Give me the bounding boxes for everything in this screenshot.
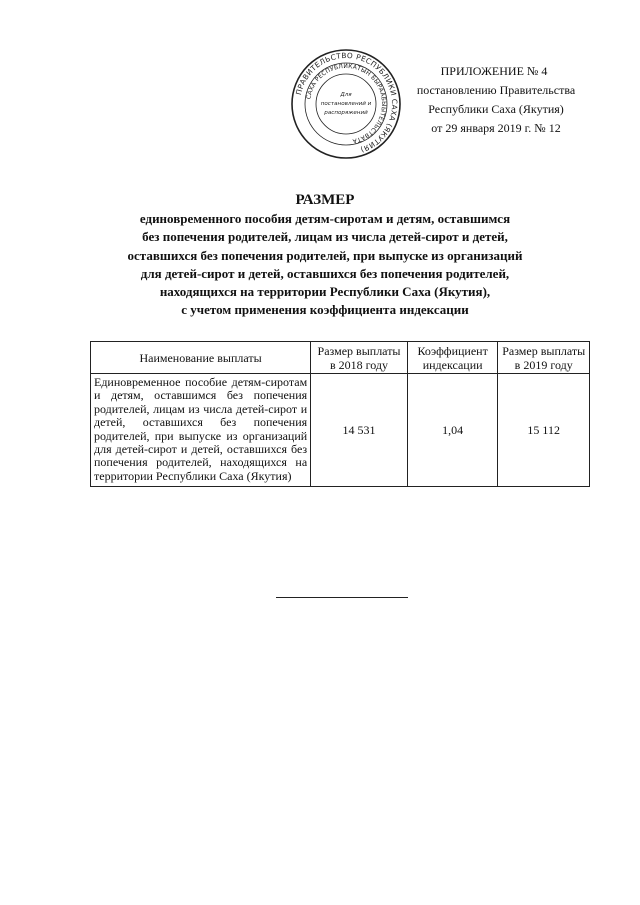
title-main: РАЗМЕР	[295, 192, 355, 208]
payments-table	[90, 341, 590, 487]
svg-text:постановлений и: постановлений и	[320, 101, 372, 107]
header-coefficient-line-1: Коэффициент	[417, 343, 488, 358]
row-coefficient: 1,04	[407, 374, 498, 487]
title-line-5: находящихся на территории Республики Саха (Якутия),	[159, 284, 491, 300]
title-line-6: с учетом применения коэффициента индексации	[181, 302, 469, 318]
table-header-row	[91, 342, 590, 374]
title-line-1: единовременного пособия детям-сиротам и детям, оставшимся	[139, 211, 511, 226]
title-line-4: для детей-сирот и детей, оставшихся без попечения родителей,	[140, 265, 510, 281]
document-title	[80, 190, 570, 320]
closing-divider	[276, 597, 408, 598]
svg-text:САХА РЕСПУБЛИКАТЫН БЫРААБЫЫТЕЛ: САХА РЕСПУБЛИКАТЫН БЫРААБЫЫТЕЛЬСТВАТА	[305, 62, 388, 145]
appendix-line-3: от 29 января 2019 г. № 12	[431, 121, 561, 135]
header-coefficient	[407, 342, 498, 374]
header-amount-2018	[311, 342, 408, 374]
svg-text:Для: Для	[340, 92, 352, 98]
appendix-line-1: постановлению Правительства	[416, 83, 576, 97]
header-coefficient-line-2: индексации	[422, 357, 483, 372]
official-seal	[290, 48, 402, 160]
row-amount-2018: 14 531	[311, 374, 408, 487]
row-payment-name: Единовременное пособие детям-сиротам и детям, оставшимся без попечения родителей, лицам из числа детей-сирот и детей, оставшихся без попечения родителей, при выпуске из организаций для детей-сирот и детей, оставшихся без попечения родителей, находящихся на территории Республики Саха (Якутия)	[91, 374, 311, 487]
svg-text:ПРАВИТЕЛЬСТВО РЕСПУБЛИКИ САХА: ПРАВИТЕЛЬСТВО РЕСПУБЛИКИ САХА (ЯКУТИЯ)	[293, 50, 400, 155]
title-line-3: оставшихся без попечения родителей, при выпуске из организаций	[127, 247, 523, 263]
header-amount-2019-line-1: Размер выплаты	[502, 343, 586, 358]
row-amount-2019: 15 112	[498, 374, 590, 487]
header-amount-2019-line-2: в 2019 году	[514, 357, 573, 372]
appendix-header	[396, 62, 596, 138]
header-amount-2019	[498, 342, 590, 374]
appendix-line-2: Республики Саха (Якутия)	[428, 102, 564, 116]
header-amount-2018-line-1: Размер выплаты	[317, 343, 401, 358]
title-line-2: без попечения родителей, лицам из числа детей-сирот и детей,	[142, 229, 508, 245]
table-row	[91, 374, 590, 487]
appendix-label: ПРИЛОЖЕНИЕ № 4	[440, 64, 548, 78]
header-amount-2018-line-2: в 2018 году	[329, 357, 389, 372]
svg-text:распоряжений: распоряжений	[324, 110, 368, 116]
header-name: Наименование выплаты	[91, 342, 311, 374]
